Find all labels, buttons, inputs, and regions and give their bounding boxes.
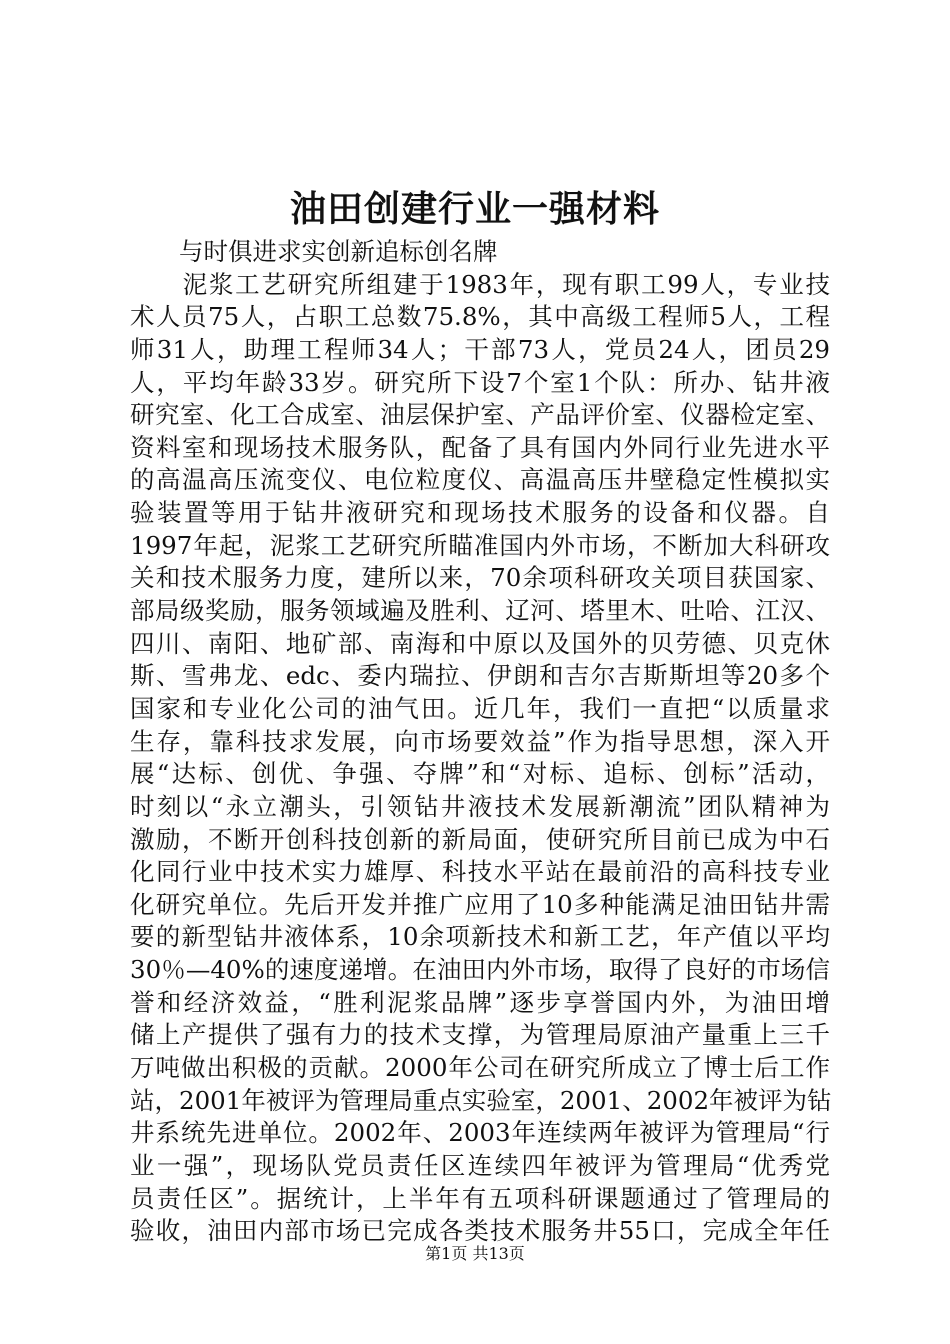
body-line: 化同行业中技术实力雄厚、科技水平站在最前沿的高科技专业 [130, 857, 830, 887]
body-line: 部局级奖励，服务领域遍及胜利、辽河、塔里木、吐哈、江汉、 [130, 596, 830, 626]
document-body [130, 236, 830, 1248]
body-line: 关和技术服务力度，建所以来，70余项科研攻关项目获国家、 [130, 563, 830, 593]
body-line: 储上产提供了强有力的技术支撑，为管理局原油产量重上三千 [130, 1020, 830, 1050]
body-line: 四川、南阳、地矿部、南海和中原以及国外的贝劳德、贝克休 [130, 628, 830, 658]
body-line: 30％—40%的速度递增。在油田内外市场，取得了良好的市场信 [130, 955, 830, 985]
body-line: 展“达标、创优、争强、夺牌”和“对标、追标、创标”活动， [130, 759, 830, 789]
body-line: 员责任区”。据统计，上半年有五项科研课题通过了管理局的 [130, 1183, 830, 1213]
body-line: 术人员75人，占职工总数75.8%，其中高级工程师5人，工程 [130, 302, 830, 332]
body-line: 验收，油田内部市场已完成各类技术服务井55口，完成全年任 [130, 1216, 830, 1246]
body-line: 业一强”，现场队党员责任区连续四年被评为管理局“优秀党 [130, 1150, 830, 1180]
body-line: 国家和专业化公司的油气田。近几年，我们一直把“以质量求 [130, 693, 830, 723]
body-line: 站，2001年被评为管理局重点实验室，2001、2002年被评为钻 [130, 1085, 832, 1115]
body-line: 的高温高压流变仪、电位粒度仪、高温高压井壁稳定性模拟实 [130, 465, 830, 495]
body-line: 师31人，助理工程师34人；干部73人，党员24人，团员29 [130, 334, 830, 364]
page-number-footer: 第1页 共13页 [425, 1244, 525, 1263]
subtitle-line: 与时俱进求实创新追标创名牌 [130, 237, 498, 266]
body-line: 井系统先进单位。2002年、2003年连续两年被评为管理局“行 [130, 1118, 830, 1148]
body-line: 要的新型钻井液体系，10余项新技术和新工艺，年产值以平均 [130, 922, 830, 952]
body-line: 激励，不断开创科技创新的新局面，使研究所目前已成为中石 [130, 824, 830, 854]
body-line: 研究室、化工合成室、油层保护室、产品评价室、仪器检定室、 [130, 400, 830, 430]
body-line: 1997年起，泥浆工艺研究所瞄准国内外市场，不断加大科研攻 [130, 530, 830, 560]
body-line: 誉和经济效益，“胜利泥浆品牌”逐步享誉国内外，为油田增 [130, 987, 830, 1017]
body-line: 万吨做出积极的贡献。2000年公司在研究所成立了博士后工作 [130, 1053, 830, 1083]
body-line: 资料室和现场技术服务队，配备了具有国内外同行业先进水平 [130, 432, 830, 462]
body-line: 生存，靠科技求发展，向市场要效益”作为指导思想，深入开 [130, 726, 830, 756]
document-title: 油田创建行业一强材料 [289, 188, 660, 230]
body-line: 人，平均年龄33岁。研究所下设7个室1个队：所办、钻井液 [130, 367, 830, 397]
body-line: 泥浆工艺研究所组建于1983年，现有职工99人，专业技 [130, 269, 830, 299]
body-line: 斯、雪弗龙、edc、委内瑞拉、伊朗和吉尔吉斯斯坦等20多个 [130, 661, 830, 691]
body-line: 验装置等用于钻井液研究和现场技术服务的设备和仪器。自 [130, 498, 830, 528]
body-line: 化研究单位。先后开发并推广应用了10多种能满足油田钻井需 [130, 889, 830, 919]
body-line: 时刻以“永立潮头，引领钻井液技术发展新潮流”团队精神为 [130, 791, 830, 821]
